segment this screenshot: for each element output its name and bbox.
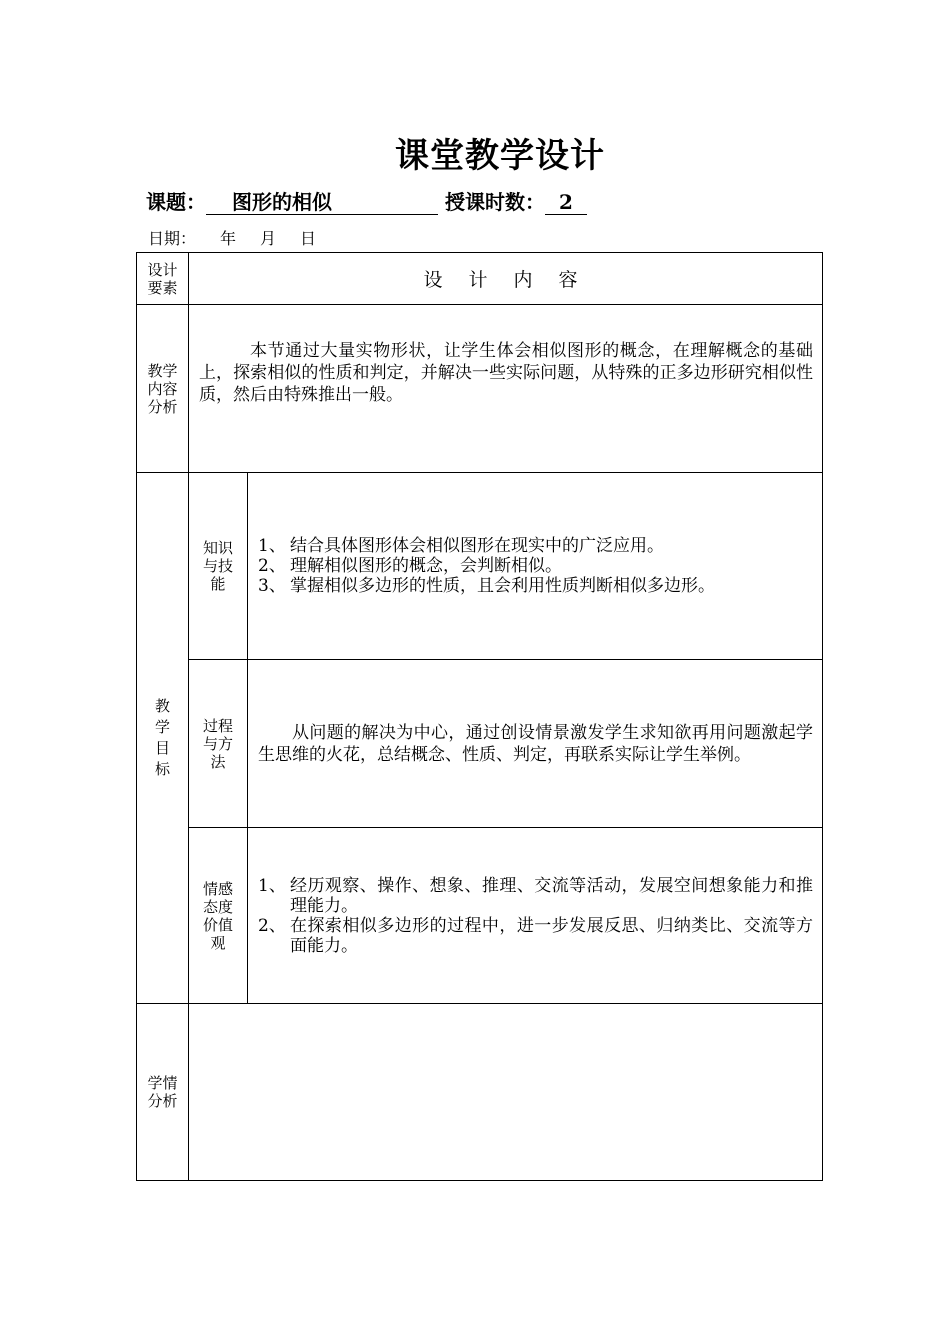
list-item: 2、 理解相似图形的概念，会判断相似。 — [258, 556, 562, 576]
month-label: 月 — [260, 229, 277, 248]
content-analysis-text: 本节通过大量实物形状，让学生体会相似图形的概念，在理解概念的基础上，探索相似的性质和判定，并解决一些实际问题，从特殊的正多边形研究相似性质，然后由特殊推出一般。 — [199, 340, 813, 405]
list-item: 2、 在探索相似多边形的过程中，进一步发展反思、归纳类比、交流等方面能力。 — [258, 915, 813, 956]
hours-value: 2 — [545, 190, 587, 215]
page-title: 课堂教学设计 — [395, 136, 605, 176]
student-analysis-row — [137, 1004, 823, 1181]
topic-label: 课题： — [146, 190, 206, 214]
content-analysis-row — [137, 305, 823, 473]
emotion-row — [137, 828, 823, 1004]
content-analysis-label: 教学内容分析 — [137, 305, 189, 473]
date-line — [148, 226, 340, 249]
table-header-row — [137, 253, 823, 305]
design-elements-header: 设计要素 — [137, 253, 189, 305]
student-analysis-cell — [189, 1004, 823, 1181]
subject-line — [146, 186, 587, 215]
hours-label: 授课时数： — [444, 190, 545, 214]
list-item: 3、 掌握相似多边形的性质，且会利用性质判断相似多边形。 — [258, 576, 715, 596]
topic-value: 图形的相似 — [206, 190, 438, 215]
process-methods-text: 从问题的解决为中心，通过创设情景激发学生求知欲再用问题激起学生思维的火花，总结概念、性质、判定，再联系实际让学生举例。 — [258, 722, 813, 765]
emotion-values-cell — [248, 828, 823, 1004]
list-item: 1、 经历观察、操作、想象、推理、交流等活动，发展空间想象能力和推理能力。 — [258, 875, 813, 916]
content-analysis-cell — [189, 305, 823, 473]
process-row — [137, 660, 823, 828]
student-analysis-label: 学情分析 — [137, 1004, 189, 1181]
year-label: 年 — [220, 229, 237, 248]
teaching-goals-label: 教学目标 — [137, 473, 189, 1004]
day-label: 日 — [300, 229, 317, 248]
design-content-header: 设 计 内 容 — [189, 253, 823, 305]
design-table — [136, 252, 823, 1181]
list-item: 1、 结合具体图形体会相似图形在现实中的广泛应用。 — [258, 536, 664, 556]
emotion-values-label: 情感态度价值观 — [189, 828, 248, 1004]
knowledge-row — [137, 473, 823, 660]
knowledge-skills-cell — [248, 473, 823, 660]
date-label: 日期： — [148, 229, 197, 248]
process-methods-label: 过程与方法 — [189, 660, 248, 828]
process-methods-cell — [248, 660, 823, 828]
knowledge-skills-label: 知识与技能 — [189, 473, 248, 660]
